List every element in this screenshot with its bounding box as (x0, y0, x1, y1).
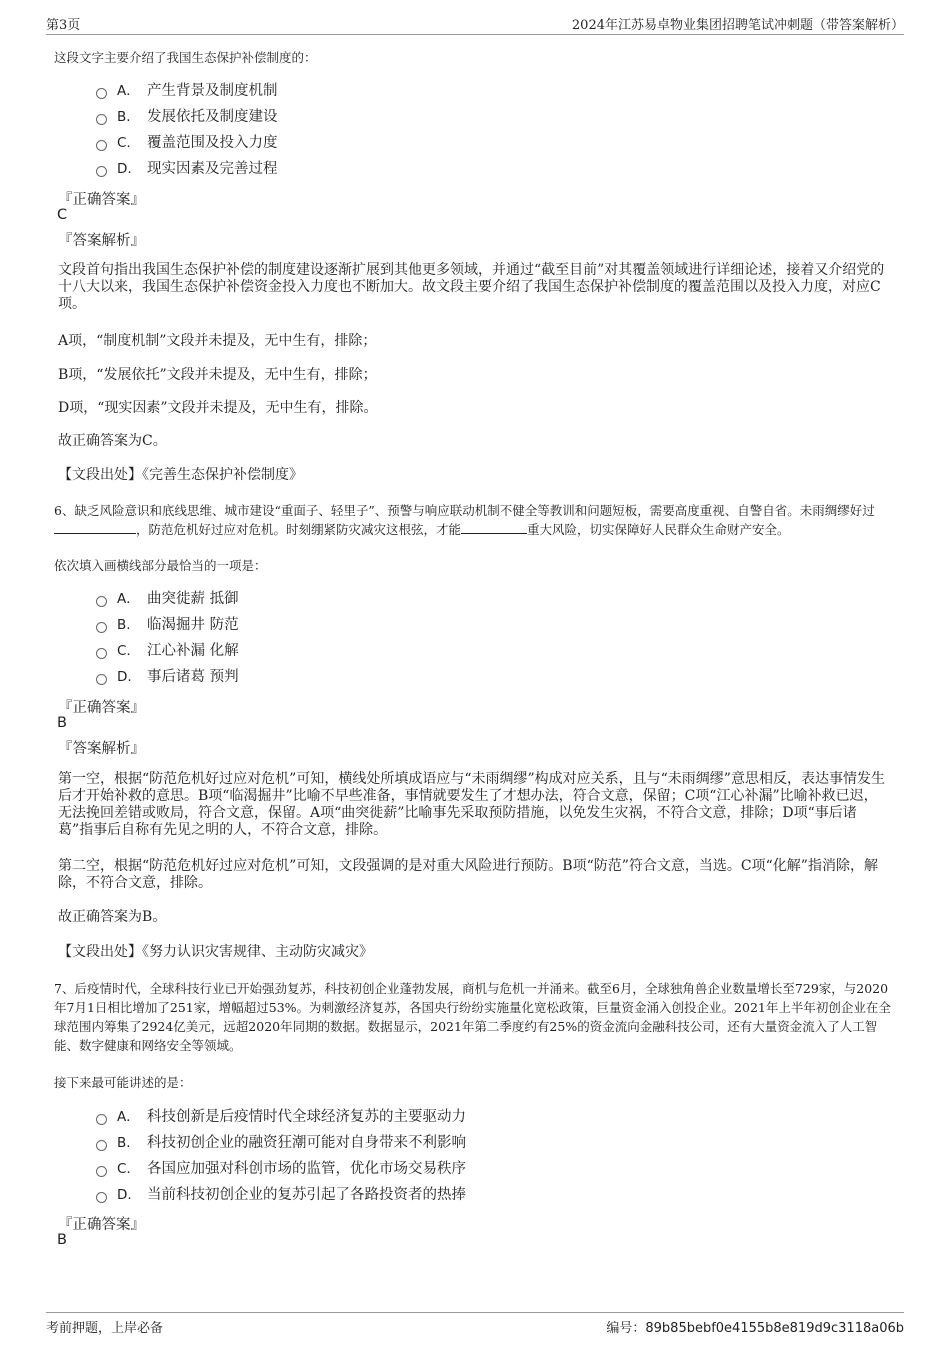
source-citation: 【文段出处】《完善生态保护补偿制度》 (58, 467, 303, 483)
page-number: 第3页 (46, 18, 81, 33)
analysis-label: 『答案解析』 (58, 741, 145, 757)
footer-slogan: 考前押题，上岸必备 (46, 1321, 164, 1336)
page-header (46, 12, 904, 35)
radio-icon[interactable] (96, 88, 107, 99)
q5-options (96, 78, 278, 182)
radio-icon[interactable] (96, 140, 107, 151)
correct-answer-label: 『正确答案』 (58, 192, 145, 208)
option-b[interactable]: B. 发展依托及制度建设 (96, 104, 278, 130)
option-c[interactable]: C. 江心补漏 化解 (96, 638, 239, 664)
option-b[interactable]: B. 临渴掘井 防范 (96, 612, 239, 638)
analysis-conclusion: 故正确答案为B。 (58, 909, 167, 925)
document-code: 编号：89b85bebf0e4155b8e819d9c3118a06b (606, 1321, 904, 1336)
fill-blank (461, 521, 527, 534)
q7-stem: 7、后疫情时代，全球科技行业已开始强劲复苏，科技初创企业蓬勃发展，商机与危机一并涌来。截至6月，全球独角兽企业数量增长至729家，与2020年7月1日相比增加了251家，增幅超过53%。为刺激经济复苏，各国央行纷纷实施量化宽松政策，巨量资金涌入创投企业。2021年上半年初创企业在全球范围内筹集了2924亿美元，远超2020年同期的数据。数据显示，2021年第二季度约有25%的资金流向金融科技公司，还有大量资金流入了人工智能、数字健康和网络安全等领域。 (54, 981, 891, 1053)
q5-prompt: 这段文字主要介绍了我国生态保护补偿制度的： (54, 50, 317, 65)
correct-answer-label: 『正确答案』 (58, 1217, 145, 1233)
option-b[interactable]: B. 科技初创企业的融资狂潮可能对自身带来不利影响 (96, 1130, 466, 1156)
q6-prompt: 依次填入画横线部分最恰当的一项是： (54, 558, 267, 573)
correct-answer: C (57, 207, 68, 223)
radio-icon[interactable] (96, 1192, 107, 1203)
radio-icon[interactable] (96, 114, 107, 125)
radio-icon[interactable] (96, 622, 107, 633)
page-footer (46, 1312, 904, 1339)
radio-icon[interactable] (96, 166, 107, 177)
q7-options (96, 1104, 466, 1208)
document-title: 2024年江苏易卓物业集团招聘笔试冲刺题（带答案解析） (571, 18, 904, 33)
analysis-paragraph: 第一空，根据“防范危机好过应对危机”可知，横线处所填成语应与“未雨绸缪”构成对应关系，且与“未雨绸缪”意思相反，表达事情发生后才开始补救的意思。B项“临渴掘井”比喻不早些准备，事情就要发生了才想办法，符合文意，保留；C项“江心补漏”比喻补救已迟，无法挽回差错或败局，符合文意，保留。A项“曲突徙薪”比喻事先采取预防措施，以免发生灾祸，不符合文意，排除；D项“事后诸葛”指事后自称有先见之明的人，不符合文意，排除。 (58, 771, 885, 838)
radio-icon[interactable] (96, 596, 107, 607)
analysis-label: 『答案解析』 (58, 233, 145, 249)
correct-answer-label: 『正确答案』 (58, 700, 145, 716)
option-c[interactable]: C. 覆盖范围及投入力度 (96, 130, 278, 156)
analysis-paragraph: 文段首句指出我国生态保护补偿的制度建设逐渐扩展到其他更多领域，并通过“截至目前”对其覆盖领域进行详细论述，接着又介绍党的十八大以来，我国生态保护补偿资金投入力度也不断加大。故文段主要介绍了我国生态保护补偿制度的覆盖范围以及投入力度，对应C项。 (58, 262, 885, 312)
analysis-conclusion: 故正确答案为C。 (58, 433, 167, 449)
option-d[interactable]: D. 事后诸葛 预判 (96, 664, 239, 690)
correct-answer: B (57, 1232, 67, 1248)
radio-icon[interactable] (96, 674, 107, 685)
analysis-paragraph: A项，“制度机制”文段并未提及，无中生有，排除； (58, 333, 377, 349)
option-d[interactable]: D. 当前科技初创企业的复苏引起了各路投资者的热捧 (96, 1182, 466, 1208)
q6-options (96, 586, 239, 690)
analysis-paragraph: B项，“发展依托”文段并未提及，无中生有，排除； (58, 367, 377, 383)
option-c[interactable]: C. 各国应加强对科创市场的监管，优化市场交易秩序 (96, 1156, 466, 1182)
source-citation: 【文段出处】《努力认识灾害规律、主动防灾减灾》 (58, 944, 373, 960)
radio-icon[interactable] (96, 1114, 107, 1125)
radio-icon[interactable] (96, 648, 107, 659)
q7-prompt: 接下来最可能讲述的是： (54, 1075, 192, 1090)
option-d[interactable]: D. 现实因素及完善过程 (96, 156, 278, 182)
correct-answer: B (57, 715, 67, 731)
radio-icon[interactable] (96, 1140, 107, 1151)
fill-blank (54, 521, 136, 534)
analysis-paragraph: D项，“现实因素”文段并未提及，无中生有，排除。 (58, 400, 378, 416)
option-a[interactable]: A． 曲突徙薪 抵御 (96, 586, 239, 612)
option-a[interactable]: A． 科技创新是后疫情时代全球经济复苏的主要驱动力 (96, 1104, 466, 1130)
option-a[interactable]: A． 产生背景及制度机制 (96, 78, 278, 104)
q6-stem: 6、缺乏风险意识和底线思维、城市建设“重面子、轻里子”、预警与响应联动机制不健全等教训和问题短板，需要高度重视、自警自省。未雨绸缪好过，防范危机好过应对危机。时刻绷紧防灾减灾这根弦，才能 重大风险，切实保障好人民群众生命财产安全。 (54, 503, 875, 537)
radio-icon[interactable] (96, 1166, 107, 1177)
analysis-paragraph: 第二空，根据“防范危机好过应对危机”可知，文段强调的是对重大风险进行预防。B项“防范”符合文意，当选。C项“化解”指消除，解除，不符合文意，排除。 (58, 858, 878, 891)
